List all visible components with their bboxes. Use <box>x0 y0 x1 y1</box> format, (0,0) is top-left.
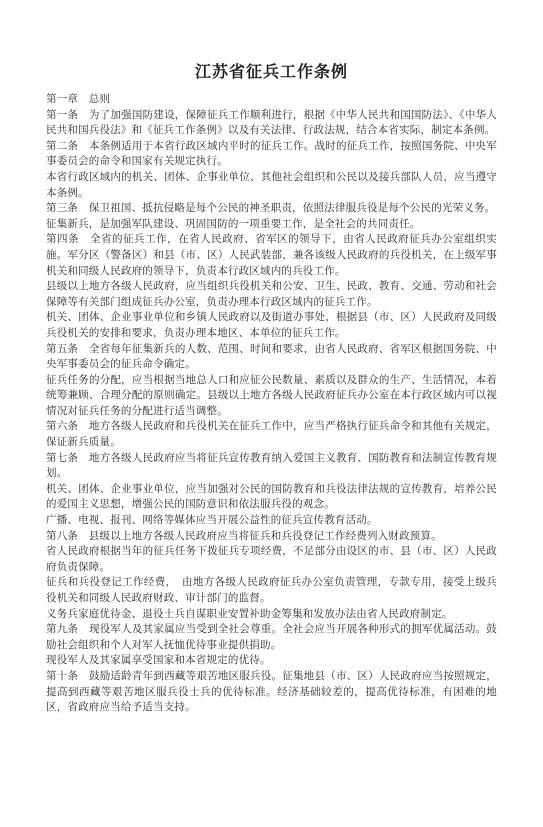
article-paragraph: 第十条 鼓励适龄青年到西藏等艰苦地区服兵役。征集地县（市、区）人民政府应当按照规定，提高到西藏等艰苦地区服兵役士兵的优待标准。经济基础较差的，提高优待标准，有困难的地区，省政府应当给予适当支持。 <box>46 669 497 714</box>
article-paragraph: 征兵和兵役登记工作经费， 由地方各级人民政府征兵办公室负责管理，专款专用，接受上级兵役机关和同级人民政府财政、审计部门的监督。 <box>46 576 497 604</box>
article-paragraph: 第八条 县级以上地方各级人民政府应当将征兵和兵役登记工作经费列入财政预算。 <box>46 529 442 542</box>
article-paragraph: 本省行政区域内的机关、团体、企事业单位、其他社会组织和公民以及接兵部队人员，应当遵守本条例。 <box>46 170 497 199</box>
article-paragraph: 第六条 地方各级人民政府和兵役机关在征兵工作中，应当严格执行征兵命令和其他有关规定，保证新兵质量。 <box>46 420 497 449</box>
article-paragraph: 现役军人及其家属享受国家和本省规定的优待。 <box>46 654 271 667</box>
article-paragraph: 机关、团体、企业事业单位，应当加强对公民的国防教育和兵役法律法规的宣传教育，培养公民的爱国主义思想，增强公民的国防意识和依法服兵役的观念。 <box>46 482 497 511</box>
article-paragraph: 征兵任务的分配，应当根据当地总人口和应征公民数量、素质以及群众的生产、生活情况，本着统筹兼顾、合理分配的原则确定。县级以上地方各级人民政府征兵办公室在本行政区域内可以视情况对征兵任务的分配进行适当调整。 <box>46 373 497 417</box>
article-paragraph: 第九条 现役军人及其家属应当受到全社会尊重。全社会应当开展各种形式的拥军优属活动。鼓励社会组织和个人对军人抚恤优待事业提供捐助。 <box>46 623 497 651</box>
article-paragraph: 第七条 地方各级人民政府应当将征兵宣传教育纳入爱国主义教育、国防教育和法制宣传教育规划。 <box>46 451 497 480</box>
article-paragraph: 义务兵家庭优待金、退役士兵自谋职业安置补助金筹集和发放办法由省人民政府制定。 <box>46 607 453 620</box>
article-paragraph: 广播、电视、报刊、网络等媒体应当开展公益性的征兵宣传教育活动。 <box>46 514 378 527</box>
document-body <box>46 92 497 716</box>
article-paragraph: 第三条 保卫祖国、抵抗侵略是每个公民的神圣职责，依照法律服兵役是每个公民的光荣义务。 <box>46 202 496 215</box>
article-paragraph: 第一条 为了加强国防建设，保障征兵工作顺利进行，根据《中华人民共和国国防法》、《中华人民共和国兵役法》和《征兵工作条例》以及有关法律、行政法规，结合本省实际，制定本条例。 <box>46 108 497 137</box>
article-paragraph: 第二条 本条例适用于本省行政区域内平时的征兵工作。战时的征兵工作，按照国务院、中央军事委员会的命令和国家有关规定执行。 <box>46 139 497 168</box>
article-paragraph: 机关、团体、企业事业单位和乡镇人民政府以及街道办事处，根据县（市、区）人民政府及同级兵役机关的安排和要求，负责办理本地区、本单位的征兵工作。 <box>46 311 497 339</box>
document-title: 江苏省征兵工作条例 <box>194 62 348 81</box>
article-paragraph: 县级以上地方各级人民政府，应当组织兵役机关和公安、卫生、民政、教育、交通、劳动和社会保障等有关部门组成征兵办公室，负责办理本行政区域内的征兵工作。 <box>46 280 497 308</box>
article-paragraph: 第五条 全省每年征集新兵的人数、范围、时间和要求，由省人民政府、省军区根据国务院、中央军事委员会的征兵命令确定。 <box>46 342 497 371</box>
article-paragraph: 第四条 全省的征兵工作，在省人民政府、省军区的领导下，由省人民政府征兵办公室组织实施。军分区（警备区）和县（市、区）人民武装部，兼各该级人民政府的兵役机关，在上级军事机关和同级人民政府的领导下，负责本行政区域内的兵役工作。 <box>46 233 497 277</box>
article-paragraph: 征集新兵，是加强军队建设、巩固国防的一项重要工作，是全社会的共同责任。 <box>46 217 421 230</box>
article-paragraph: 省人民政府根据当年的征兵任务下拨征兵专项经费，不足部分由设区的市、县（市、区）人民政府负责保障。 <box>46 545 497 573</box>
chapter-heading: 第一章 总则 <box>46 93 111 105</box>
